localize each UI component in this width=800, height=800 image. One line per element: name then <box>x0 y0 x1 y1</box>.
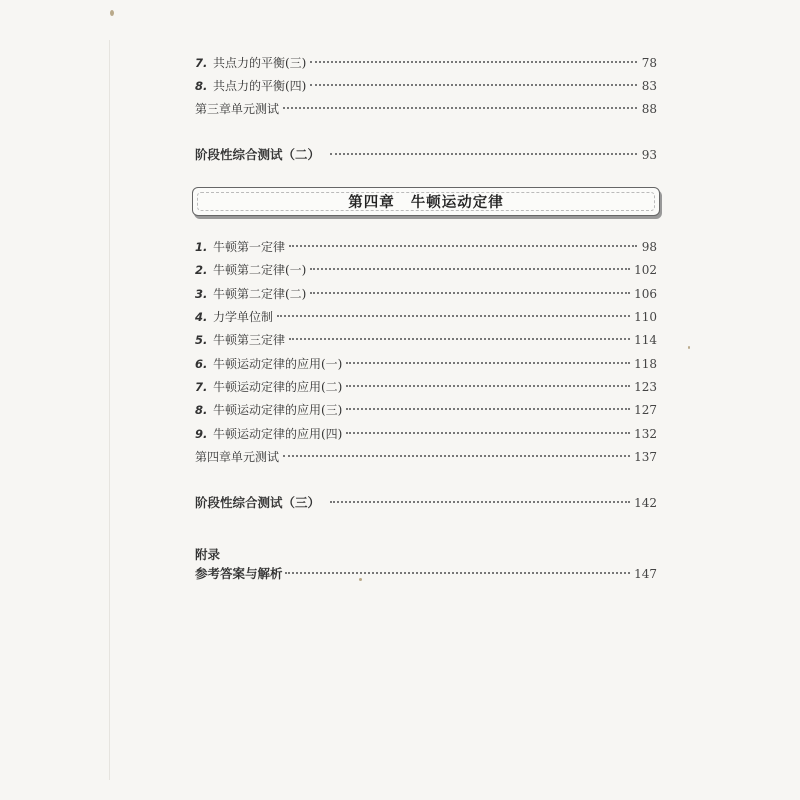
entry-page: 98 <box>641 240 657 254</box>
leader-dots <box>346 385 630 387</box>
toc-entry[interactable] <box>195 262 657 278</box>
leader-dots <box>277 315 630 317</box>
leader-dots <box>289 245 637 247</box>
toc-entry-unit-test[interactable] <box>195 449 657 465</box>
chapter-name: 牛顿运动定律 <box>410 194 504 211</box>
leader-dots <box>346 362 630 364</box>
entry-number: 7. <box>195 380 208 394</box>
entry-title: 第三章单元测试 <box>195 102 280 116</box>
leader-dots <box>310 84 637 86</box>
entry-page: 106 <box>634 287 657 301</box>
entry-title: 力学单位制 <box>213 310 274 324</box>
entry-title: 阶段性综合测试（三） <box>195 495 321 510</box>
paper-speck <box>110 10 114 16</box>
entry-title: 牛顿第三定律 <box>213 333 286 347</box>
entry-title: 牛顿第一定律 <box>213 240 286 254</box>
entry-number: 5. <box>195 333 208 347</box>
entry-title: 牛顿第二定律(二) <box>213 287 307 301</box>
leader-dots <box>285 572 631 574</box>
toc-entry[interactable] <box>195 239 657 255</box>
entry-page: 142 <box>634 496 657 510</box>
entry-page: 110 <box>634 310 657 324</box>
entry-title: 牛顿运动定律的应用(二) <box>213 380 343 394</box>
toc-entry-unit-test[interactable] <box>195 101 657 117</box>
leader-dots <box>346 408 630 410</box>
entry-page: 137 <box>634 450 657 464</box>
chapter-label: 第四章 <box>348 194 395 211</box>
toc-entry[interactable] <box>195 78 657 94</box>
entry-title: 共点力的平衡(四) <box>213 79 307 93</box>
entry-title: 阶段性综合测试（二） <box>195 147 321 162</box>
entry-number: 1. <box>195 240 208 254</box>
leader-dots <box>310 61 637 63</box>
entry-title: 共点力的平衡(三) <box>213 56 307 70</box>
entry-page: 123 <box>634 380 657 394</box>
toc-entry[interactable] <box>195 402 657 418</box>
toc-entry-stage-test[interactable] <box>195 147 657 163</box>
chapter-heading-banner <box>192 187 660 216</box>
entry-title: 第四章单元测试 <box>195 450 280 464</box>
leader-dots <box>310 268 630 270</box>
entry-page: 114 <box>634 333 657 347</box>
entry-page: 147 <box>634 567 657 581</box>
leader-dots <box>283 455 630 457</box>
leader-dots <box>346 432 630 434</box>
leader-dots <box>283 107 637 109</box>
entry-page: 127 <box>634 403 657 417</box>
entry-number: 3. <box>195 287 208 301</box>
leader-dots <box>330 153 637 155</box>
entry-page: 118 <box>634 357 657 371</box>
entry-page: 83 <box>641 79 657 93</box>
entry-title: 参考答案与解析 <box>195 566 283 581</box>
entry-number: 8. <box>195 79 208 93</box>
leader-dots <box>289 338 630 340</box>
page-edge-shadow <box>109 40 110 780</box>
entry-page: 78 <box>641 56 657 70</box>
toc-entry[interactable] <box>195 356 657 372</box>
entry-number: 2. <box>195 263 208 277</box>
entry-number: 7. <box>195 56 208 70</box>
appendix-heading: 附录 <box>195 547 221 562</box>
entry-page: 132 <box>634 427 657 441</box>
entry-title: 牛顿第二定律(一) <box>213 263 307 277</box>
toc-entry[interactable] <box>195 332 657 348</box>
toc-entry-stage-test[interactable] <box>195 495 657 511</box>
entry-title: 牛顿运动定律的应用(一) <box>213 357 343 371</box>
toc-entry[interactable] <box>195 426 657 442</box>
leader-dots <box>330 501 630 503</box>
toc-entry[interactable] <box>195 309 657 325</box>
entry-page: 102 <box>634 263 657 277</box>
toc-entry[interactable] <box>195 55 657 71</box>
leader-dots <box>310 292 630 294</box>
entry-number: 6. <box>195 357 208 371</box>
entry-title: 牛顿运动定律的应用(四) <box>213 427 343 441</box>
entry-title: 牛顿运动定律的应用(三) <box>213 403 343 417</box>
toc-entry-answers[interactable] <box>195 566 657 582</box>
entry-number: 9. <box>195 427 208 441</box>
toc-entry[interactable] <box>195 379 657 395</box>
entry-number: 4. <box>195 310 208 324</box>
entry-page: 93 <box>641 148 657 162</box>
entry-number: 8. <box>195 403 208 417</box>
toc-entry[interactable] <box>195 286 657 302</box>
paper-speck <box>688 346 690 349</box>
entry-page: 88 <box>641 102 657 116</box>
